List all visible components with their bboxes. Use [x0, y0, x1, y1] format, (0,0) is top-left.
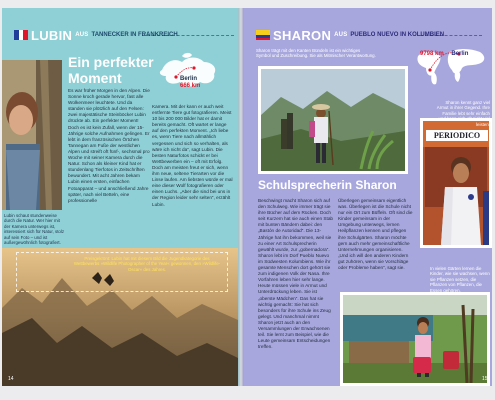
- right-body-col2: [338, 198, 414, 273]
- mountain-photo: [261, 69, 405, 171]
- landscape-caption: Preisgekrönt: Lubin hat mit diesem Bild die Jugendkategorie des Wettbewerbs »Wildlife Photographer of the Year« gewonnen, den »Wildlife-Oscar« des Jahres.: [73, 256, 221, 272]
- left-header-rule: [142, 35, 234, 36]
- left-body-text1: Es war früher Morgen in den Alpen. Die Sonne kroch gerade hervor, fast alle Wolkenmeer leuchtete. Und da standen sie plötzlich auf den Felsen: zwei majestätische Steinböcke! Lubin drückte ab. Ein perfekter Moment! Doch es ist kein Zufall, wenn der 15-Jährige solche Aufnahmen gelingen. Er lebt in dem französischen Örtchen Tannegan am Fuße der westlichen Alpen und streift oft fünf-, sechsmal pro Woche mit seiner Kamera durch die Natur. Schon als kleiner Kind hat er stundenlang Tierfotos in Zeitschriften bewundert. Mit acht Jahren bekam Lubin einen ersten, einfachen Fotoapparat – und anschließend Jahre später, nach viel Betteln, eine professionelle: [68, 88, 150, 203]
- garden-photo: [343, 295, 487, 383]
- portrait-caption: Lubin schaut stundenweise durch die Natur. Wer hier mit der Kamera unterwegs ist, interessiert sich für Natur, stolz auf sein Foto – und ist außergewöhnlich fotografiert.: [4, 213, 65, 246]
- right-place: PUEBLO NUEVO IN KOLUMBIEN: [350, 32, 445, 38]
- right-person-name: SHARON: [273, 27, 332, 43]
- left-place: TANNECKER IN FRANKREICH: [91, 32, 178, 38]
- france-flag-icon: [14, 30, 28, 40]
- right-headline: Schulsprecherin Sharon: [258, 178, 397, 192]
- left-headline: [68, 54, 154, 86]
- left-person-name: LUBIN: [31, 27, 73, 43]
- left-page: [2, 8, 238, 386]
- right-page: [244, 8, 492, 386]
- right-page-number: 15: [482, 376, 488, 382]
- right-body-col1: [258, 198, 334, 352]
- colombia-flag-icon: [256, 30, 270, 40]
- right-intro-caption: Sharon trägt mit den Kanten Bündeln ist ein wichtiges Symbol und Zuschreibung. Sie als Mitmischer Verantwortung.: [256, 48, 376, 59]
- right-header-rule: [420, 35, 482, 36]
- school-sign: PERIODICO: [426, 130, 488, 141]
- right-tagline: [256, 26, 444, 44]
- left-map-city: Berlin: [180, 76, 198, 82]
- left-body-text2: Kamera. Mit der kann er auch weit entfernte Tiere gut fotografieren. Meist 10 bis 200 000 Bilder hat er damit bereits gemacht. Oft wartet er lange auf den perfekten Moment. „Ich liebe es, wenn Tiere nach allmählich vergessen und sich so verhalten, als wäre ich nicht da“, sagt Lubin. Die besten Naturfotos schickt er bei Wettbewerben ein – oft mit Erfolg. Doch am meisten freut er sich, wenn ihm neue, seltene Tierarten vor die Linse laufen. Am liebsten würde er mal eine dieser Wolf fotografieren oder einen Luchs. „Aber die sind bei uns in der Region leider sehr selten“, erzählt Lubin.: [152, 104, 233, 207]
- left-page-number: 14: [8, 376, 14, 382]
- left-headline-line2: Moment: [68, 70, 122, 86]
- right-body-text1: Beschwingt macht Sharon sich auf den Schulweg. Wie immer trägt sie ihre Bücher auf dem Rücken. Doch seit Kurzem hat sie auch einen Stab mit bunten Bändern dabei: den „Bastón de Autoridad“. Die 13-Jährige hat ihn bekommen, weil sie zu einer Art Schulsprecherin gewählt wurde, zur „gobernadora“. Sharon lebt im Dorf Pueblo Nuevo im Südwesten Kolumbiens. Wie ihr gesamte Menschen dort gehört sie zum indigenen Volk der Nasa. Ihre Vorfahren leben hier sehr lange. Heute müssen viele in Armut und Unterdrückung leben. Sie ist „oberste Mädchen“. Das hat sie wichtig gemacht: Sie hat sich besonders für ihre Schule ins Zeug gelegt. Und manchmal nimmt Sharon jetzt auch an den Versammlungen der Erwachsenen teil. Sie lernt zum Beispiel, wie die Leute gemeinsam Entscheidungen treffen.: [258, 198, 334, 350]
- mountain-photo-frame: [258, 66, 408, 174]
- garden-photo-frame: [340, 292, 490, 386]
- right-map-city: Berlin: [451, 51, 469, 57]
- right-from-label: AUS: [334, 32, 348, 38]
- left-body-col1: [68, 88, 150, 206]
- right-map-distance: 9798 km: [420, 51, 444, 57]
- right-body-text2: Überlegen gemeinsam eigentlich was. Überlegen ist die Schule nicht nur ein Ort zum Büffeln. Oft sind die Kinder gemeinsam in der Umgebung unterwegs, lernen Heilpflanzen kennen und pflegen ihre Schulgärten. Sharon möchte gern auch mehr gemeinschaftliche Unternehmungen organisieren. „Und ich will den anderen Kindern gut zuhören, wenn sie Vorschläge oder Probleme haben“, sagt sie.: [338, 198, 413, 271]
- left-body-col2: [152, 104, 234, 210]
- right-side-caption: Sharon kennt ganz viel Armut in ihrer Gegend. Ihre Familie lebt sehr einfach und kann sich oft nicht viel leisten.: [436, 100, 490, 127]
- portrait-photo: [2, 60, 62, 210]
- left-headline-line1: Ein perfekter: [68, 54, 154, 70]
- right-bottom-caption: In vielen Gärten lernen die Kinder, wie sie wachsen, wenn sie Pflanzen setzen, die Pflanzen von Pflanzen, die Essen gehören.: [430, 266, 490, 293]
- left-map-distance: 666 km: [180, 83, 201, 89]
- left-map-label: [180, 76, 200, 90]
- right-map-label: [420, 51, 468, 58]
- left-from-label: AUS: [75, 32, 89, 38]
